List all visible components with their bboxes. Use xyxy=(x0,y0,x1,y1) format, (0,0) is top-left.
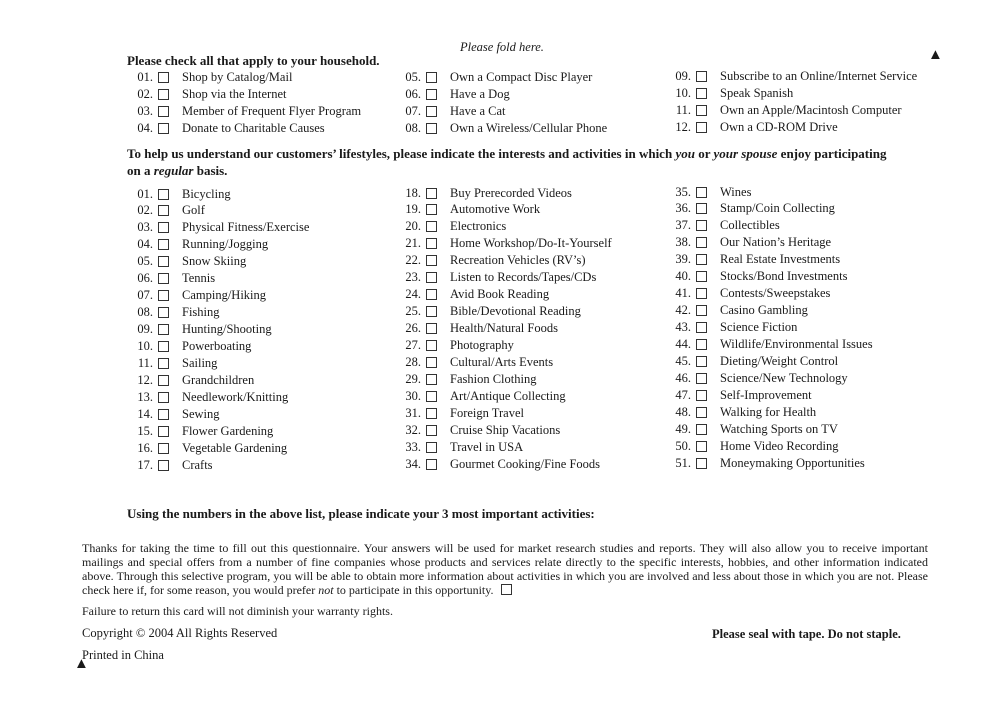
thanks-paragraph: Thanks for taking the time to fill out this questionnaire. Your answers will be used for market research studies and reports. They will also allow you to receive important mailings and special offers from a number of fine companies whose products and services relate directly to the specific interests, hobbies, and other information indicated above. Through this selective program, you will be able to obtain more information about activities in which you are involved and less about those in which you are not. Please check here if, for some reason, you would prefer not to participate in this opportunity. xyxy=(82,541,928,597)
item-number: 51. xyxy=(675,455,691,470)
item-number: 24. xyxy=(405,287,421,302)
item-number: 04. xyxy=(137,121,153,136)
checkbox[interactable] xyxy=(158,443,169,454)
item-number: 21. xyxy=(405,236,421,251)
checkbox[interactable] xyxy=(158,426,169,437)
item-number: 10. xyxy=(137,338,153,353)
item-label: Our Nation’s Heritage xyxy=(720,235,832,250)
item-label: Sailing xyxy=(182,355,218,370)
item-number: 34. xyxy=(405,456,421,471)
checkbox[interactable] xyxy=(158,239,169,250)
item-label: Own an Apple/Macintosh Computer xyxy=(720,102,902,117)
checkbox[interactable] xyxy=(426,306,437,317)
item-label: Snow Skiing xyxy=(182,254,247,269)
checkbox-item[interactable] xyxy=(128,254,246,270)
item-label: Moneymaking Opportunities xyxy=(720,455,865,470)
checkbox[interactable] xyxy=(158,341,169,352)
item-label: Wines xyxy=(720,184,752,199)
item-label: Donate to Charitable Causes xyxy=(182,121,325,136)
item-number: 03. xyxy=(137,220,153,235)
checkbox-item[interactable] xyxy=(128,237,268,253)
checkbox[interactable] xyxy=(426,72,437,83)
item-label: Walking for Health xyxy=(720,404,817,419)
checkbox[interactable] xyxy=(696,105,707,116)
item-label: Own a CD-ROM Drive xyxy=(720,120,838,135)
item-number: 41. xyxy=(675,286,691,301)
checkbox[interactable] xyxy=(426,188,437,199)
item-label: Watching Sports on TV xyxy=(720,421,838,436)
checkbox-item[interactable] xyxy=(128,271,215,287)
item-label: Crafts xyxy=(182,457,213,472)
checkbox[interactable] xyxy=(696,288,707,299)
item-label: Home Workshop/Do-It-Yourself xyxy=(450,236,612,251)
checkbox[interactable] xyxy=(426,442,437,453)
item-label: Running/Jogging xyxy=(182,237,269,252)
checkbox-item[interactable] xyxy=(396,287,549,303)
item-number: 31. xyxy=(405,405,421,420)
checkbox-item[interactable] xyxy=(666,68,917,84)
item-number: 19. xyxy=(405,202,421,217)
checkbox-item[interactable] xyxy=(666,404,816,420)
item-number: 10. xyxy=(675,85,691,100)
checkbox-item[interactable] xyxy=(396,86,510,102)
checkbox-item[interactable] xyxy=(666,320,797,336)
checkbox[interactable] xyxy=(158,409,169,420)
item-number: 07. xyxy=(405,103,421,118)
interests-heading: To help us understand our customers’ lifestyles, please indicate the interests and activities in which you or your spouse enjoy participating on a regular basis. xyxy=(127,146,887,178)
checkbox-item[interactable] xyxy=(396,253,586,269)
checkbox-item[interactable] xyxy=(128,423,273,439)
checkbox-item[interactable] xyxy=(396,121,607,137)
item-number: 45. xyxy=(675,353,691,368)
checkbox[interactable] xyxy=(696,339,707,350)
checkbox-item[interactable] xyxy=(396,388,566,404)
checkbox-item[interactable] xyxy=(128,406,220,422)
item-label: Avid Book Reading xyxy=(450,287,550,302)
item-label: Flower Gardening xyxy=(182,423,274,438)
item-label: Member of Frequent Flyer Program xyxy=(182,103,362,118)
item-label: Home Video Recording xyxy=(720,438,839,453)
item-number: 26. xyxy=(405,321,421,336)
checkbox[interactable] xyxy=(158,290,169,301)
item-label: Sewing xyxy=(182,406,220,421)
item-label: Contests/Sweepstakes xyxy=(720,286,831,301)
checkbox-item[interactable] xyxy=(396,202,540,218)
checkbox[interactable] xyxy=(158,375,169,386)
item-label: Bible/Devotional Reading xyxy=(450,304,581,319)
checkbox-item[interactable] xyxy=(396,354,553,370)
item-number: 49. xyxy=(675,421,691,436)
checkbox-item[interactable] xyxy=(396,270,596,286)
top-activities-heading: Using the numbers in the above list, please indicate your 3 most important activities: xyxy=(127,506,595,521)
checkbox[interactable] xyxy=(158,106,169,117)
checkbox[interactable] xyxy=(696,220,707,231)
checkbox-item[interactable] xyxy=(666,102,902,118)
item-label: Vegetable Gardening xyxy=(182,440,288,455)
item-label: Have a Cat xyxy=(450,103,506,118)
checkbox[interactable] xyxy=(696,390,707,401)
item-label: Photography xyxy=(450,337,514,352)
item-number: 38. xyxy=(675,235,691,250)
item-label: Own a Compact Disc Player xyxy=(450,69,593,84)
item-label: Dieting/Weight Control xyxy=(720,353,839,368)
item-number: 13. xyxy=(137,389,153,404)
checkbox-item[interactable] xyxy=(666,252,840,268)
item-label: Bicycling xyxy=(182,186,231,201)
checkbox[interactable] xyxy=(696,203,707,214)
printed-in: Printed in China xyxy=(82,648,164,662)
item-number: 12. xyxy=(137,372,153,387)
checkbox-item[interactable] xyxy=(666,120,838,136)
opt-out-checkbox[interactable] xyxy=(501,584,512,595)
item-label: Cultural/Arts Events xyxy=(450,354,554,369)
checkbox-item[interactable] xyxy=(128,372,254,388)
checkbox-item[interactable] xyxy=(666,85,793,101)
checkbox-item[interactable] xyxy=(128,103,361,119)
item-number: 50. xyxy=(675,438,691,453)
checkbox[interactable] xyxy=(158,205,169,216)
item-label: Speak Spanish xyxy=(720,85,794,100)
checkbox[interactable] xyxy=(426,106,437,117)
item-label: Art/Antique Collecting xyxy=(450,388,566,403)
checkbox-item[interactable] xyxy=(128,338,251,354)
item-number: 40. xyxy=(675,269,691,284)
item-number: 06. xyxy=(137,271,153,286)
item-number: 22. xyxy=(405,253,421,268)
item-label: Hunting/Shooting xyxy=(182,322,272,337)
item-label: Foreign Travel xyxy=(450,405,524,420)
checkbox-item[interactable] xyxy=(666,438,838,454)
corner-triangle-icon: ▲ xyxy=(74,656,89,672)
checkbox-item[interactable] xyxy=(128,86,287,102)
checkbox-item[interactable] xyxy=(128,440,287,456)
checkbox-item[interactable] xyxy=(128,389,288,405)
item-label: Powerboating xyxy=(182,338,252,353)
item-number: 11. xyxy=(675,102,691,117)
checkbox[interactable] xyxy=(426,357,437,368)
item-number: 05. xyxy=(137,254,153,269)
checkbox[interactable] xyxy=(158,189,169,200)
checkbox-item[interactable] xyxy=(666,353,838,369)
checkbox-item[interactable] xyxy=(666,421,838,437)
checkbox[interactable] xyxy=(696,71,707,82)
item-label: Stamp/Coin Collecting xyxy=(720,201,835,216)
checkbox-item[interactable] xyxy=(128,322,272,338)
checkbox[interactable] xyxy=(696,322,707,333)
item-number: 39. xyxy=(675,252,691,267)
checkbox[interactable] xyxy=(426,374,437,385)
item-label: Physical Fitness/Exercise xyxy=(182,220,310,235)
checkbox[interactable] xyxy=(426,340,437,351)
checkbox[interactable] xyxy=(696,122,707,133)
checkbox-item[interactable] xyxy=(128,288,266,304)
item-label: Tennis xyxy=(182,271,216,286)
checkbox-item[interactable] xyxy=(128,305,220,321)
item-number: 28. xyxy=(405,354,421,369)
checkbox[interactable] xyxy=(426,238,437,249)
checkbox-item[interactable] xyxy=(128,186,231,202)
checkbox-item[interactable] xyxy=(396,337,514,353)
checkbox[interactable] xyxy=(696,441,707,452)
checkbox-item[interactable] xyxy=(128,355,217,371)
checkbox-item[interactable] xyxy=(128,203,205,219)
checkbox-item[interactable] xyxy=(666,184,751,200)
checkbox[interactable] xyxy=(426,425,437,436)
item-label: Electronics xyxy=(450,219,507,234)
item-number: 25. xyxy=(405,304,421,319)
item-label: Subscribe to an Online/Internet Service xyxy=(720,68,918,83)
item-label: Casino Gambling xyxy=(720,303,808,318)
item-label: Automotive Work xyxy=(450,202,541,217)
checkbox-item[interactable] xyxy=(396,321,558,337)
checkbox-item[interactable] xyxy=(128,220,309,236)
item-label: Science Fiction xyxy=(720,320,798,335)
checkbox-item[interactable] xyxy=(128,69,292,85)
checkbox-item[interactable] xyxy=(666,269,847,285)
checkbox[interactable] xyxy=(426,204,437,215)
checkbox-item[interactable] xyxy=(396,304,581,320)
item-label: Shop via the Internet xyxy=(182,86,287,101)
item-number: 48. xyxy=(675,404,691,419)
item-number: 46. xyxy=(675,370,691,385)
seal-note: Please seal with tape. Do not staple. xyxy=(712,627,901,641)
item-number: 15. xyxy=(137,423,153,438)
item-label: Travel in USA xyxy=(450,439,524,454)
checkbox[interactable] xyxy=(426,391,437,402)
checkbox[interactable] xyxy=(696,424,707,435)
checkbox-item[interactable] xyxy=(666,455,865,471)
checkbox[interactable] xyxy=(426,221,437,232)
checkbox-item[interactable] xyxy=(396,439,523,455)
item-label: Recreation Vehicles (RV’s) xyxy=(450,253,586,268)
item-number: 33. xyxy=(405,439,421,454)
item-label: Grandchildren xyxy=(182,372,255,387)
fold-note: Please fold here. xyxy=(460,40,544,54)
checkbox[interactable] xyxy=(696,407,707,418)
checkbox[interactable] xyxy=(426,408,437,419)
item-label: Golf xyxy=(182,203,205,218)
item-number: 05. xyxy=(405,69,421,84)
item-number: 11. xyxy=(137,355,153,370)
copyright: Copyright © 2004 All Rights Reserved xyxy=(82,626,278,640)
item-number: 09. xyxy=(675,68,691,83)
item-number: 01. xyxy=(137,186,153,201)
item-label: Self-Improvement xyxy=(720,387,812,402)
item-label: Collectibles xyxy=(720,218,780,233)
item-label: Listen to Records/Tapes/CDs xyxy=(450,270,597,285)
item-number: 16. xyxy=(137,440,153,455)
checkbox-item[interactable] xyxy=(396,371,536,387)
item-number: 29. xyxy=(405,371,421,386)
item-label: Fashion Clothing xyxy=(450,371,537,386)
checkbox-item[interactable] xyxy=(396,405,524,421)
fold-triangle-icon: ▲ xyxy=(928,47,943,63)
checkbox-item[interactable] xyxy=(396,219,506,235)
checkbox[interactable] xyxy=(158,324,169,335)
item-number: 37. xyxy=(675,218,691,233)
checkbox[interactable] xyxy=(158,392,169,403)
checkbox[interactable] xyxy=(426,89,437,100)
checkbox-item[interactable] xyxy=(396,69,592,85)
item-number: 08. xyxy=(137,305,153,320)
checkbox-item[interactable] xyxy=(666,201,835,217)
item-number: 07. xyxy=(137,288,153,303)
checkbox-item[interactable] xyxy=(396,103,506,119)
checkbox-item[interactable] xyxy=(396,236,612,252)
item-number: 47. xyxy=(675,387,691,402)
item-label: Stocks/Bond Investments xyxy=(720,269,848,284)
checkbox[interactable] xyxy=(696,271,707,282)
checkbox[interactable] xyxy=(696,305,707,316)
item-number: 12. xyxy=(675,120,691,135)
item-label: Science/New Technology xyxy=(720,370,848,385)
item-label: Buy Prerecorded Videos xyxy=(450,185,572,200)
item-label: Gourmet Cooking/Fine Foods xyxy=(450,456,601,471)
item-number: 43. xyxy=(675,320,691,335)
checkbox[interactable] xyxy=(426,272,437,283)
item-label: Shop by Catalog/Mail xyxy=(182,69,293,84)
checkbox-item[interactable] xyxy=(128,121,325,137)
item-number: 09. xyxy=(137,322,153,337)
item-number: 02. xyxy=(137,203,153,218)
item-label: Own a Wireless/Cellular Phone xyxy=(450,121,608,136)
item-number: 20. xyxy=(405,219,421,234)
checkbox[interactable] xyxy=(158,273,169,284)
checkbox-item[interactable] xyxy=(666,218,780,234)
checkbox-item[interactable] xyxy=(666,336,873,352)
checkbox[interactable] xyxy=(696,356,707,367)
checkbox[interactable] xyxy=(158,358,169,369)
item-number: 35. xyxy=(675,184,691,199)
checkbox-item[interactable] xyxy=(128,457,213,473)
checkbox-item[interactable] xyxy=(666,235,831,251)
item-number: 01. xyxy=(137,69,153,84)
checkbox[interactable] xyxy=(158,72,169,83)
checkbox-item[interactable] xyxy=(396,422,560,438)
checkbox-item[interactable] xyxy=(666,387,812,403)
item-number: 30. xyxy=(405,388,421,403)
checkbox[interactable] xyxy=(158,89,169,100)
item-number: 03. xyxy=(137,103,153,118)
item-number: 23. xyxy=(405,270,421,285)
checkbox-item[interactable] xyxy=(396,185,572,201)
checkbox[interactable] xyxy=(158,307,169,318)
item-label: Health/Natural Foods xyxy=(450,321,558,336)
household-heading: Please check all that apply to your household. xyxy=(127,53,380,68)
checkbox[interactable] xyxy=(696,237,707,248)
checkbox[interactable] xyxy=(696,254,707,265)
checkbox[interactable] xyxy=(426,255,437,266)
item-label: Needlework/Knitting xyxy=(182,389,289,404)
checkbox[interactable] xyxy=(426,323,437,334)
item-number: 08. xyxy=(405,121,421,136)
checkbox[interactable] xyxy=(426,289,437,300)
item-number: 02. xyxy=(137,86,153,101)
item-number: 04. xyxy=(137,237,153,252)
checkbox-item[interactable] xyxy=(666,370,848,386)
checkbox[interactable] xyxy=(158,222,169,233)
item-number: 27. xyxy=(405,337,421,352)
checkbox[interactable] xyxy=(426,123,437,134)
item-label: Wildlife/Environmental Issues xyxy=(720,336,873,351)
failure-note: Failure to return this card will not diminish your warranty rights. xyxy=(82,604,393,618)
checkbox-item[interactable] xyxy=(666,303,808,319)
checkbox[interactable] xyxy=(696,458,707,469)
item-number: 06. xyxy=(405,86,421,101)
checkbox[interactable] xyxy=(426,459,437,470)
checkbox-item[interactable] xyxy=(666,286,830,302)
checkbox[interactable] xyxy=(696,88,707,99)
checkbox[interactable] xyxy=(696,187,707,198)
item-number: 44. xyxy=(675,336,691,351)
item-number: 14. xyxy=(137,406,153,421)
checkbox[interactable] xyxy=(158,256,169,267)
item-number: 18. xyxy=(405,185,421,200)
item-label: Camping/Hiking xyxy=(182,288,267,303)
item-number: 42. xyxy=(675,303,691,318)
item-label: Cruise Ship Vacations xyxy=(450,422,561,437)
item-number: 32. xyxy=(405,422,421,437)
item-label: Fishing xyxy=(182,305,220,320)
checkbox[interactable] xyxy=(158,460,169,471)
checkbox[interactable] xyxy=(158,123,169,134)
item-number: 36. xyxy=(675,201,691,216)
item-label: Real Estate Investments xyxy=(720,252,841,267)
item-number: 17. xyxy=(137,457,153,472)
item-label: Have a Dog xyxy=(450,86,510,101)
checkbox-item[interactable] xyxy=(396,456,600,472)
checkbox[interactable] xyxy=(696,373,707,384)
